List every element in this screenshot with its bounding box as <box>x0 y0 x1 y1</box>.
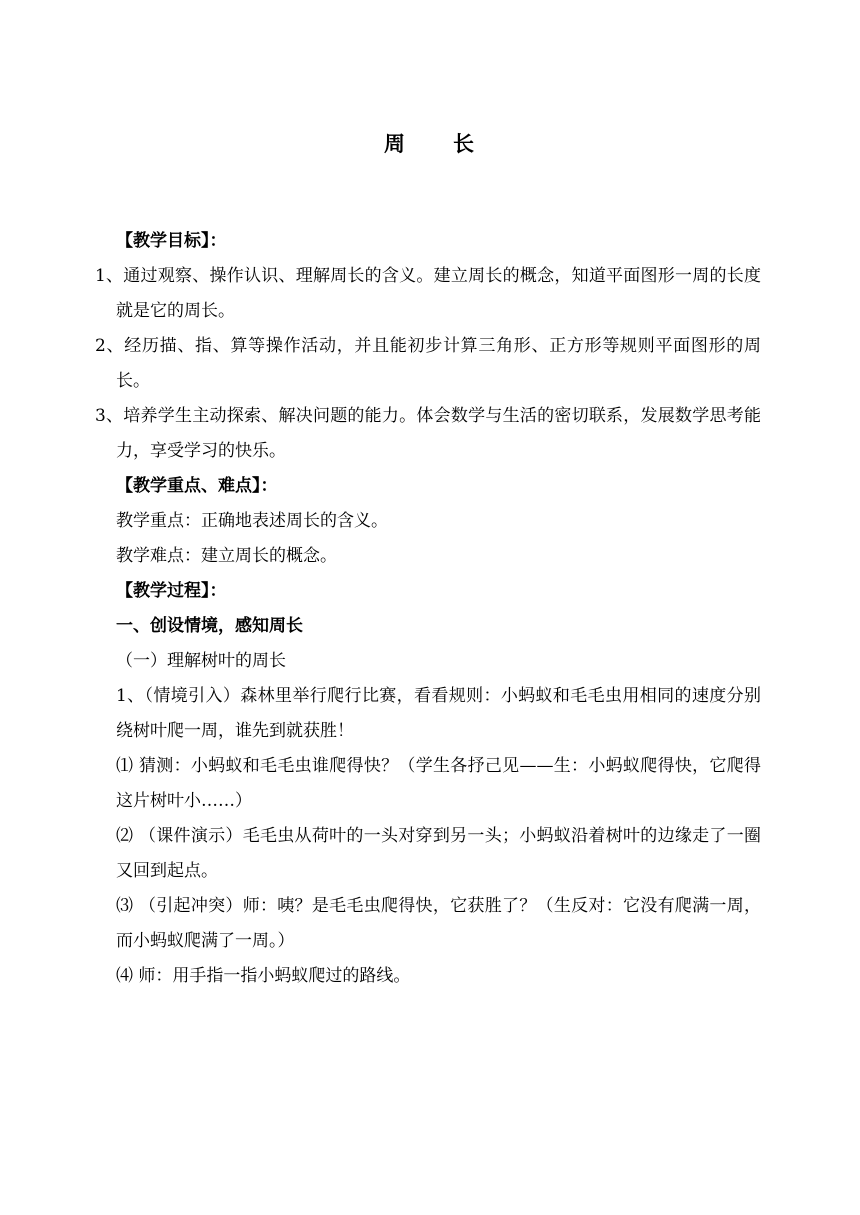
difficulty-text: 教学难点：建立周长的概念。 <box>116 546 337 566</box>
process-paragraph-1: 1、（情境引入）森林里举行爬行比赛，看看规则：小蚂蚁和毛毛虫用相同的速度分别绕树叶爬一周，谁先到就获胜！ <box>116 686 761 741</box>
objectives-heading: 【教学目标】： <box>116 231 227 251</box>
objective-item-3: 3、培养学生主动探索、解决问题的能力。体会数学与生活的密切联系，发展数学思考能力，享受学习的快乐。 <box>95 406 761 461</box>
process-paragraph-2: ⑴ 猜测：小蚂蚁和毛毛虫谁爬得快？（学生各抒己见——生：小蚂蚁爬得快，它爬得这片树叶小……） <box>116 756 761 811</box>
process-paragraph-4: ⑶ （引起冲突）师：咦？是毛毛虫爬得快，它获胜了？（生反对：它没有爬满一周，而小蚂蚁爬满了一周。） <box>116 896 761 951</box>
objective-item-2: 2、经历描、指、算等操作活动，并且能初步计算三角形、正方形等规则平面图形的周长。 <box>95 336 761 391</box>
subsection-1-title: （一）理解树叶的周长 <box>116 651 286 671</box>
objective-item-1: 1、通过观察、操作认识、理解周长的含义。建立周长的概念，知道平面图形一周的长度就是它的周长。 <box>95 266 761 321</box>
key-points-heading: 【教学重点、难点】： <box>116 476 278 496</box>
document-body <box>95 224 761 994</box>
key-point-text: 教学重点：正确地表述周长的含义。 <box>116 511 388 531</box>
process-heading: 【教学过程】： <box>116 581 227 601</box>
document-title: 周 长 <box>384 131 476 156</box>
section-1-title: 一、创设情境，感知周长 <box>116 616 303 636</box>
process-paragraph-5: ⑷ 师：用手指一指小蚂蚁爬过的路线。 <box>116 966 411 986</box>
process-paragraph-3: ⑵ （课件演示）毛毛虫从荷叶的一头对穿到另一头；小蚂蚁沿着树叶的边缘走了一圈又回到起点。 <box>116 826 761 881</box>
